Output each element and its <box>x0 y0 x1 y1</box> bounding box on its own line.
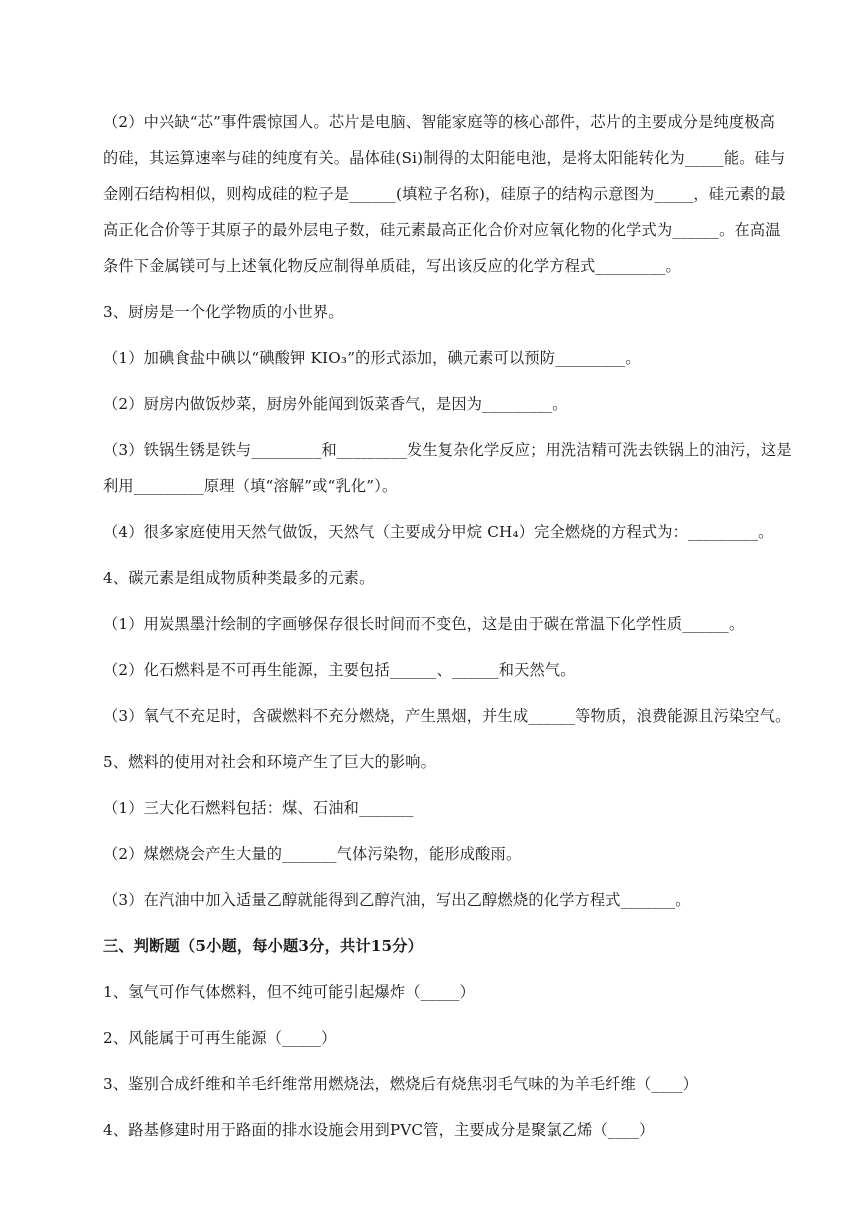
q2-part2-line-1: （2）中兴缺“芯”事件震惊国人。芯片是电脑、智能家庭等的核心部件，芯片的主要成分是纯度极高 <box>103 113 776 131</box>
question-3-title: 3、厨房是一个化学物质的小世界。 <box>103 303 344 321</box>
section-3-heading: 三、判断题（5小题，每小题3分，共计15分） <box>103 937 424 955</box>
q4-part1: （1）用炭黑墨汁绘制的字画够保存很长时间而不变色，这是由于碳在常温下化学性质______。 <box>103 615 745 633</box>
q3-part2: （2）厨房内做饭炒菜，厨房外能闻到饭菜香气，是因为_________。 <box>103 395 568 413</box>
q4-part2: （2）化石燃料是不可再生能源，主要包括______、______和天然气。 <box>103 661 576 679</box>
q2-part2-line-5: 条件下金属镁可与上述氧化物反应制得单质硅，写出该反应的化学方程式_________。 <box>103 257 681 275</box>
q2-part2-line-3: 金刚石结构相似，则构成硅的粒子是______(填粒子名称)，硅原子的结构示意图为_____，硅元素的最 <box>103 185 786 203</box>
q5-part3: （3）在汽油中加入适量乙醇就能得到乙醇汽油，写出乙醇燃烧的化学方程式_______。 <box>103 891 691 909</box>
judgment-item-4: 4、路基修建时用于路面的排水设施会用到PVC管，主要成分是聚氯乙烯（____） <box>103 1121 655 1139</box>
question-4-title: 4、碳元素是组成物质种类最多的元素。 <box>103 569 375 587</box>
judgment-item-3: 3、鉴别合成纤维和羊毛纤维常用燃烧法，燃烧后有烧焦羽毛气味的为羊毛纤维（____） <box>103 1075 698 1093</box>
q5-part1: （1）三大化石燃料包括：煤、石油和_______ <box>103 799 414 817</box>
q3-part3-line-2: 利用_________原理（填“溶解”或“乳化”）。 <box>103 477 398 495</box>
q3-part3-line-1: （3）铁锅生锈是铁与_________和_________发生复杂化学反应；用洗洁精可洗去铁锅上的油污，这是 <box>103 441 792 459</box>
judgment-item-1: 1、氢气可作气体燃料，但不纯可能引起爆炸（_____） <box>103 983 475 1001</box>
q4-part3: （3）氧气不充足时，含碳燃料不充分燃烧，产生黑烟，并生成______等物质，浪费能源且污染空气。 <box>103 707 791 725</box>
q3-part4: （4）很多家庭使用天然气做饭，天然气（主要成分甲烷 CH₄）完全燃烧的方程式为：_________。 <box>103 523 774 541</box>
q3-part1: （1）加碘食盐中碘以“碘酸钾 KIO₃”的形式添加，碘元素可以预防_________。 <box>103 349 641 367</box>
judgment-item-2: 2、风能属于可再生能源（_____） <box>103 1029 337 1047</box>
question-5-title: 5、燃料的使用对社会和环境产生了巨大的影响。 <box>103 753 437 771</box>
q2-part2-line-2: 的硅，其运算速率与硅的纯度有关。晶体硅(Si)制得的太阳能电池，是将太阳能转化为_____能。硅与 <box>103 149 786 167</box>
q2-part2-line-4: 高正化合价等于其原子的最外层电子数，硅元素最高正化合价对应氧化物的化学式为______。在高温 <box>103 221 781 239</box>
q5-part2: （2）煤燃烧会产生大量的_______气体污染物，能形成酸雨。 <box>103 845 522 863</box>
